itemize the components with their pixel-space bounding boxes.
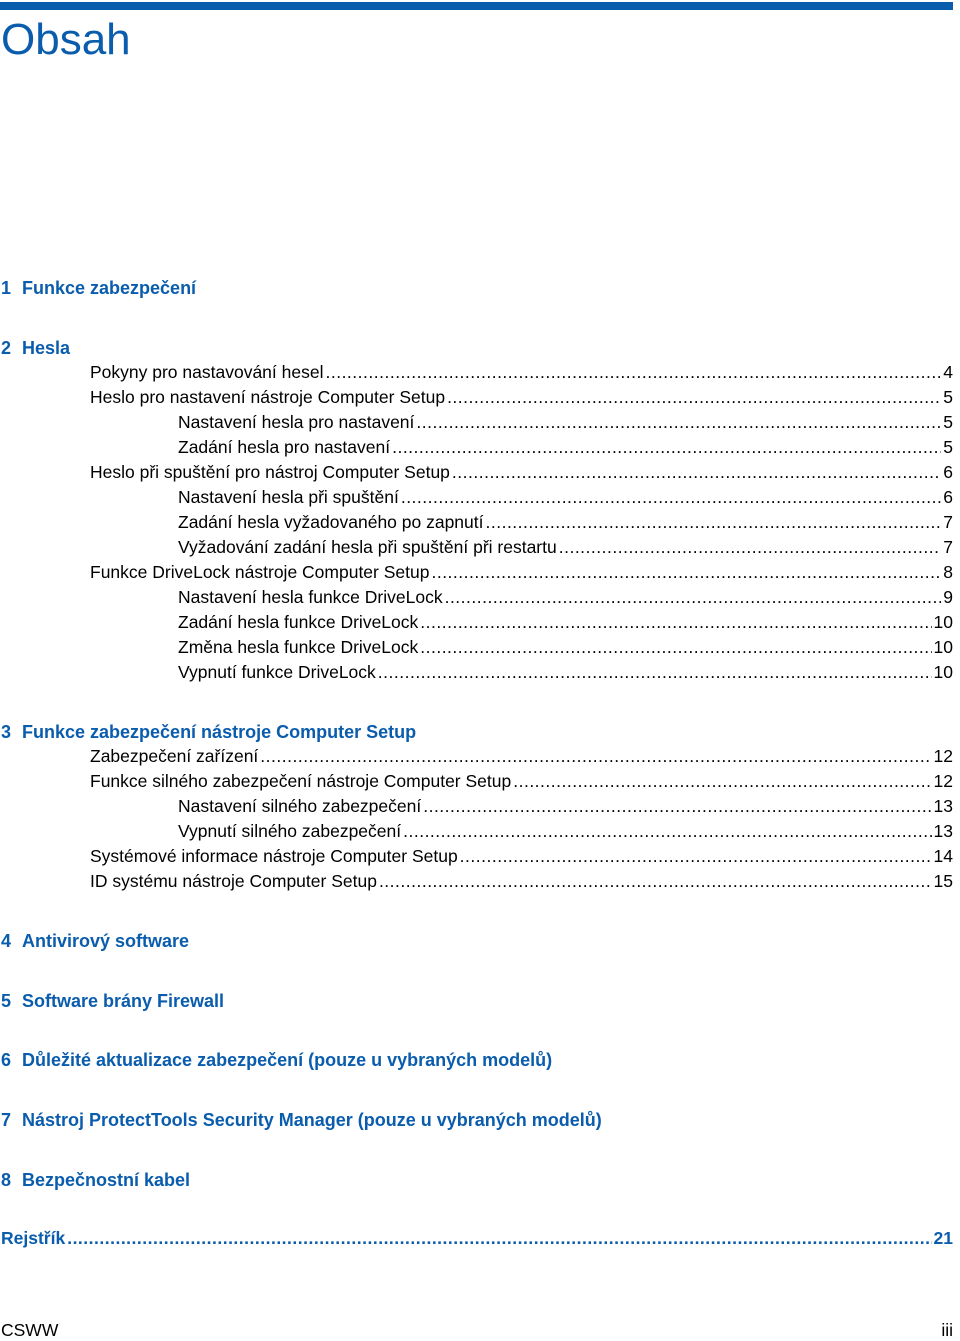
toc-chapter[interactable] (1, 275, 196, 301)
chapter-number: 8 (1, 1170, 12, 1190)
dot-leader (325, 360, 941, 385)
dot-leader (486, 510, 942, 535)
dot-leader (423, 794, 931, 819)
entry-page: 10 (933, 662, 953, 682)
chapter-number: 7 (1, 1110, 12, 1130)
page-title: Obsah (1, 15, 131, 64)
toc-entry[interactable] (178, 610, 953, 635)
toc-chapter[interactable] (1, 1047, 552, 1073)
entry-page: 13 (933, 796, 953, 816)
entry-page: 10 (933, 637, 953, 657)
toc-chapter[interactable] (1, 988, 224, 1014)
entry-title: Zadání hesla funkce DriveLock (178, 612, 419, 632)
toc-entry[interactable] (90, 560, 953, 585)
toc-chapter[interactable] (1, 335, 70, 361)
toc-entry[interactable] (178, 435, 953, 460)
entry-title: ID systému nástroje Computer Setup (90, 871, 377, 891)
footer-page-number: iii (941, 1320, 953, 1340)
toc-entry[interactable] (90, 844, 953, 869)
dot-leader (559, 535, 942, 560)
chapter-title: Hesla (22, 338, 71, 358)
entry-title: Funkce DriveLock nástroje Computer Setup (90, 562, 430, 582)
chapter-title: Software brány Firewall (22, 991, 225, 1011)
toc-entry[interactable] (178, 819, 953, 844)
dot-leader (416, 410, 941, 435)
dot-leader (401, 485, 941, 510)
chapter-title: Bezpečnostní kabel (22, 1170, 191, 1190)
toc-chapter[interactable] (1, 1107, 602, 1133)
toc-entry[interactable] (90, 869, 953, 894)
chapter-title: Funkce zabezpečení (22, 278, 197, 298)
toc-entry[interactable] (178, 410, 953, 435)
entry-title: Funkce silného zabezpečení nástroje Computer Setup (90, 771, 512, 791)
chapter-title: Nástroj ProtectTools Security Manager (pouze u vybraných modelů) (22, 1110, 602, 1130)
entry-page: 12 (933, 771, 953, 791)
entry-title: Nastavení silného zabezpečení (178, 796, 422, 816)
chapter-number: 5 (1, 991, 12, 1011)
dot-leader (378, 660, 932, 685)
entry-title: Nastavení hesla funkce DriveLock (178, 587, 443, 607)
entry-page: 7 (943, 537, 953, 557)
entry-page: 8 (943, 562, 953, 582)
entry-title: Vyžadování zadání hesla při spuštění při restartu (178, 537, 557, 557)
chapter-number: 6 (1, 1050, 12, 1070)
chapter-number: 3 (1, 722, 12, 742)
dot-leader (460, 844, 932, 869)
entry-title: Nastavení hesla pro nastavení (178, 412, 415, 432)
entry-title: Zabezpečení zařízení (90, 746, 259, 766)
toc-entry[interactable] (178, 635, 953, 660)
dot-leader (260, 744, 931, 769)
chapter-title: Důležité aktualizace zabezpečení (pouze u vybraných modelů) (22, 1050, 553, 1070)
toc-entry[interactable] (178, 585, 953, 610)
toc-entry[interactable] (90, 744, 953, 769)
entry-title: Pokyny pro nastavování hesel (90, 362, 324, 382)
dot-leader (403, 819, 931, 844)
dot-leader (392, 435, 941, 460)
toc-entry[interactable] (178, 485, 953, 510)
entry-page: 5 (943, 412, 953, 432)
entry-title: Heslo při spuštění pro nástroj Computer Setup (90, 462, 450, 482)
entry-page: 9 (943, 587, 953, 607)
dot-leader (431, 560, 941, 585)
chapter-number: 2 (1, 338, 12, 358)
toc-entry[interactable] (90, 385, 953, 410)
chapter-title: Antivirový software (22, 931, 190, 951)
header-rule (0, 2, 953, 10)
toc-index-entry[interactable] (1, 1226, 953, 1251)
dot-leader (452, 460, 941, 485)
dot-leader (513, 769, 931, 794)
chapter-number: 1 (1, 278, 12, 298)
toc-entry[interactable] (178, 535, 953, 560)
toc-entry[interactable] (178, 794, 953, 819)
entry-title: Zadání hesla pro nastavení (178, 437, 391, 457)
toc-entry[interactable] (90, 460, 953, 485)
entry-page: 5 (943, 437, 953, 457)
dot-leader (67, 1226, 931, 1251)
chapter-number: 4 (1, 931, 12, 951)
toc-entry[interactable] (90, 360, 953, 385)
dot-leader (379, 869, 932, 894)
entry-title: Zadání hesla vyžadovaného po zapnutí (178, 512, 484, 532)
entry-page: 5 (943, 387, 953, 407)
entry-title: Systémové informace nástroje Computer Setup (90, 846, 458, 866)
chapter-title: Funkce zabezpečení nástroje Computer Setup (22, 722, 417, 742)
entry-page: 6 (943, 487, 953, 507)
entry-page: 15 (933, 871, 953, 891)
entry-page: 7 (943, 512, 953, 532)
toc-chapter[interactable] (1, 719, 416, 745)
footer-doc-code: CSWW (1, 1320, 59, 1340)
index-page: 21 (933, 1228, 953, 1248)
dot-leader (447, 385, 941, 410)
toc-chapter[interactable] (1, 928, 189, 954)
entry-title: Nastavení hesla při spuštění (178, 487, 399, 507)
entry-page: 4 (943, 362, 953, 382)
entry-page: 13 (933, 821, 953, 841)
dot-leader (445, 585, 942, 610)
entry-title: Vypnutí silného zabezpečení (178, 821, 402, 841)
toc-entry[interactable] (178, 660, 953, 685)
dot-leader (420, 635, 931, 660)
dot-leader (420, 610, 931, 635)
entry-page: 10 (933, 612, 953, 632)
entry-title: Heslo pro nastavení nástroje Computer Setup (90, 387, 446, 407)
entry-page: 6 (943, 462, 953, 482)
entry-page: 14 (933, 846, 953, 866)
toc-entry[interactable] (178, 510, 953, 535)
entry-title: Vypnutí funkce DriveLock (178, 662, 376, 682)
toc-entry[interactable] (90, 769, 953, 794)
entry-page: 12 (933, 746, 953, 766)
index-title: Rejstřík (1, 1228, 66, 1248)
toc-chapter[interactable] (1, 1167, 190, 1193)
entry-title: Změna hesla funkce DriveLock (178, 637, 419, 657)
